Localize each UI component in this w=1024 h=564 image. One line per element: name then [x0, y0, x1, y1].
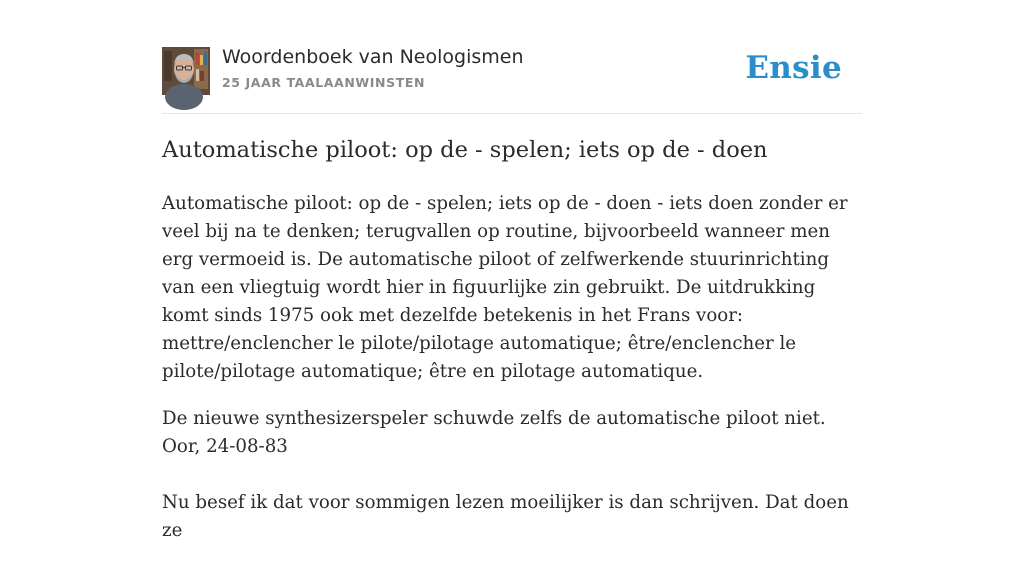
article-body: [162, 190, 862, 564]
article-header: [162, 0, 862, 114]
ensie-logo[interactable]: Ensie: [745, 50, 842, 86]
author-name[interactable]: Woordenboek van Neologismen: [222, 46, 524, 68]
avatar[interactable]: [162, 47, 210, 95]
definition-paragraph: Automatische piloot: op de - spelen; iets op de - doen - iets doen zonder er veel bij na te denken; terugvallen op routine, bijvoorbeeld wanneer men erg vermoeid is. De automatische piloot of zelfwerkende stuurinrichting van een vliegtuig wordt hier in figuurlijke zin gebruikt. De uitdrukking komt sinds 1975 ook met dezelfde betekenis in het Frans voor: mettre/enclencher le pilote/pilotage automatique; être/enclencher le pilote/pilotage automatique; être en pilotage automatique.: [162, 193, 848, 382]
author-portrait-icon: [162, 47, 210, 95]
page-container: [162, 0, 862, 541]
page-title: Automatische piloot: op de - spelen; iets op de - doen: [162, 137, 768, 163]
author-subtitle: 25 JAAR TAALAANWINSTEN: [222, 75, 426, 90]
comment-paragraph: Nu besef ik dat voor sommigen lezen moeilijker is dan schrijven. Dat doen ze: [162, 492, 849, 541]
example-paragraph: De nieuwe synthesizerspeler schuwde zelfs de automatische piloot niet. Oor, 24-08-83: [162, 408, 826, 457]
